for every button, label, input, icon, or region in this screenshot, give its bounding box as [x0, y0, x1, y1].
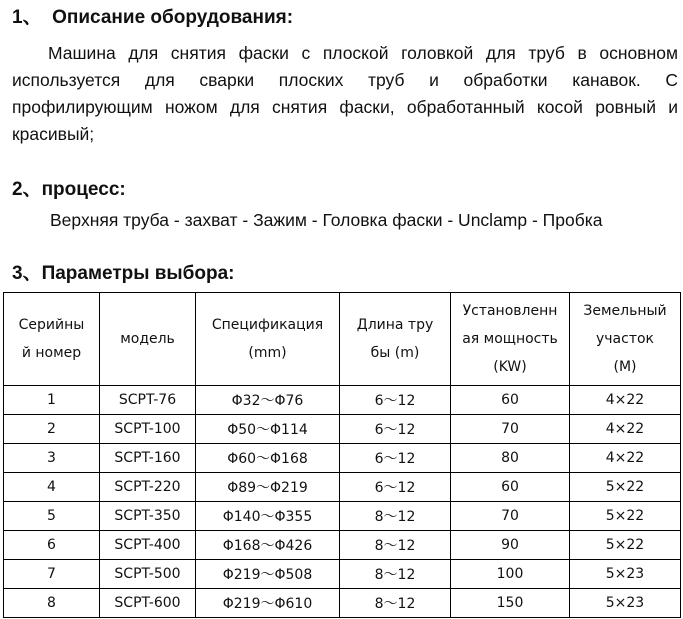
table-cell: 5×22 [570, 502, 681, 531]
table-cell: 5×23 [570, 589, 681, 618]
table-cell: 90 [451, 531, 570, 560]
table-cell: 2 [4, 415, 100, 444]
table-header-cell [451, 293, 570, 386]
table-cell: Φ219～Φ508 [196, 560, 340, 589]
table-cell: 5×23 [570, 560, 681, 589]
table-cell: Φ89～Φ219 [196, 473, 340, 502]
table-cell: Φ219～Φ610 [196, 589, 340, 618]
table-header-text: Установленн [462, 303, 558, 319]
parameters-table [3, 292, 681, 618]
table-header-row [4, 293, 681, 386]
description-line: используется для сварки плоских труб и обработки канавок. С [12, 70, 678, 90]
table-cell: Φ32～Φ76 [196, 386, 340, 415]
section-1-title: 1、 Описание оборудования: [12, 7, 294, 28]
section-2-title: 2、процесс: [12, 179, 126, 200]
table-row [4, 502, 681, 531]
table-cell: 4×22 [570, 444, 681, 473]
table-cell: 7 [4, 560, 100, 589]
equipment-description [12, 40, 678, 148]
table-header-text: Длина тру [356, 317, 434, 333]
table-cell: SCPT-600 [100, 589, 196, 618]
table-header-text: (KW) [493, 359, 527, 375]
table-header-text: (M) [613, 359, 637, 375]
table-cell: 60 [451, 473, 570, 502]
table-cell: SCPT-400 [100, 531, 196, 560]
table-header-cell [340, 293, 451, 386]
table-cell: 6～12 [340, 415, 451, 444]
section-3-title: 3、Параметры выбора: [12, 263, 235, 284]
table-cell: SCPT-160 [100, 444, 196, 473]
table-header-text: бы (m) [370, 345, 420, 361]
table-cell: SCPT-100 [100, 415, 196, 444]
table-row [4, 473, 681, 502]
table-cell: 8～12 [340, 502, 451, 531]
table-header-text: (mm) [248, 345, 287, 361]
process-description: Верхняя труба - захват - Зажим - Головка фаски - Unclamp - Пробка [50, 210, 603, 230]
table-cell: Φ50～Φ114 [196, 415, 340, 444]
table-cell: 5×22 [570, 473, 681, 502]
table-header-cell [196, 293, 340, 386]
table-header-text: Земельный [583, 303, 667, 319]
table-cell: 4×22 [570, 415, 681, 444]
table-cell: 8～12 [340, 531, 451, 560]
table-header-text: Серийны [18, 317, 85, 333]
table-cell: Φ140～Φ355 [196, 502, 340, 531]
table-cell: SCPT-76 [100, 386, 196, 415]
table-cell: 5 [4, 502, 100, 531]
table-cell: 5×22 [570, 531, 681, 560]
table-cell: 1 [4, 386, 100, 415]
table-cell: 3 [4, 444, 100, 473]
table-cell: 6 [4, 531, 100, 560]
table-header-cell [100, 293, 196, 386]
table-cell: 8～12 [340, 560, 451, 589]
description-line: красивый; [12, 124, 95, 144]
table-row [4, 531, 681, 560]
table-cell: 100 [451, 560, 570, 589]
table-cell: Φ60～Φ168 [196, 444, 340, 473]
table-cell: 8 [4, 589, 100, 618]
table-cell: SCPT-220 [100, 473, 196, 502]
table-cell: 6～12 [340, 386, 451, 415]
table-body [4, 386, 681, 618]
table-row [4, 560, 681, 589]
table-cell: 4×22 [570, 386, 681, 415]
table-cell: 80 [451, 444, 570, 473]
description-line: Машина для снятия фаски с плоской головкой для труб в основном [48, 43, 678, 63]
table-cell: 60 [451, 386, 570, 415]
table-header-text: ая мощность [462, 331, 558, 347]
table-cell: 150 [451, 589, 570, 618]
table-cell: SCPT-350 [100, 502, 196, 531]
table-header-text: участок [595, 331, 654, 347]
table-header-text: Спецификация [211, 317, 324, 333]
table-cell: 4 [4, 473, 100, 502]
table-header-cell [4, 293, 100, 386]
table-row [4, 386, 681, 415]
table-cell: 8～12 [340, 589, 451, 618]
table-row [4, 444, 681, 473]
table-cell: SCPT-500 [100, 560, 196, 589]
table-row [4, 589, 681, 618]
table-cell: 70 [451, 415, 570, 444]
table-cell: 6～12 [340, 444, 451, 473]
table-row [4, 415, 681, 444]
table-cell: 70 [451, 502, 570, 531]
table-cell: 6～12 [340, 473, 451, 502]
table-header-text: модель [120, 331, 175, 347]
table-header-text: й номер [21, 345, 82, 361]
description-line: профилирующим ножом для снятия фаски, обработанный косой ровный и [12, 97, 678, 117]
table-cell: Φ168～Φ426 [196, 531, 340, 560]
table-header-cell [570, 293, 681, 386]
